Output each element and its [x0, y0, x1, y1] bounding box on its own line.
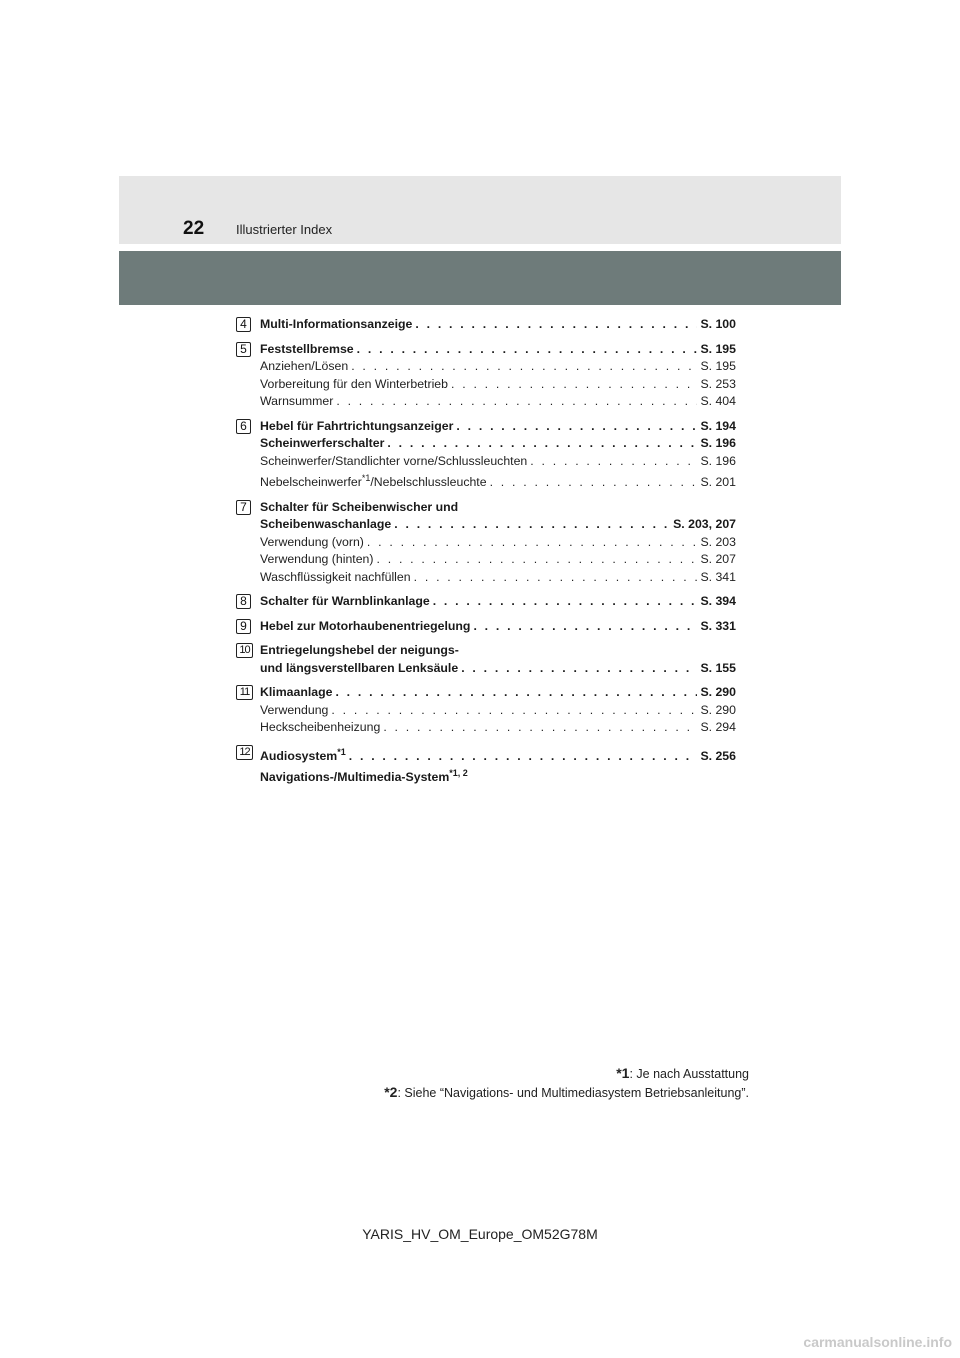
index-term-text: Warnsummer [260, 394, 334, 408]
index-term-text: Klimaanlage [260, 685, 333, 700]
index-term-text: Scheinwerferschalter [260, 436, 385, 450]
index-term [260, 341, 354, 359]
dot-leader [383, 719, 697, 737]
page-reference[interactable]: S. 290 [700, 685, 736, 700]
footnotes [384, 1064, 749, 1102]
callout-number: 8 [236, 594, 251, 609]
callout-number: 6 [236, 419, 251, 434]
index-term [260, 702, 328, 720]
index-line-main [260, 765, 736, 787]
index-line-main [260, 660, 736, 678]
page-reference[interactable]: S. 341 [700, 569, 736, 584]
dot-leader [331, 702, 697, 720]
index-term-text: Nebelscheinwerfer [260, 475, 362, 490]
index-term [260, 435, 384, 453]
dot-leader [335, 684, 697, 702]
callout-number: 11 [236, 685, 253, 700]
footnote-mark: *2 [384, 1084, 398, 1100]
index-entry [236, 618, 736, 636]
index-term [260, 358, 348, 376]
index-entry [236, 642, 736, 677]
index-term-text: Multi-Informationsanzeige [260, 317, 413, 331]
index-entry [236, 744, 736, 787]
page-reference[interactable]: S. 203, 207 [673, 517, 736, 532]
index-line-sub [260, 702, 736, 720]
index-term-text: Schalter für Warnblinkanlage [260, 594, 430, 609]
dot-leader [351, 358, 697, 376]
index-term-text: Hebel zur Motorhaubenentriegelung [260, 618, 471, 633]
page-reference[interactable]: S. 201 [700, 475, 736, 490]
index-term [260, 551, 373, 569]
index-term-text: Verwendung (vorn) [260, 534, 364, 549]
footnote-ref: *1, 2 [449, 768, 468, 779]
index-term [260, 376, 448, 394]
dot-leader [336, 393, 697, 411]
index-term [260, 499, 458, 517]
index-line-main [260, 499, 736, 517]
index-term [260, 684, 332, 702]
index-line-sub [260, 551, 736, 569]
index-line-main [260, 684, 736, 702]
index-line-sub [260, 393, 736, 411]
index-term [260, 593, 430, 611]
header-band [119, 176, 841, 244]
index-term-text: Scheinwerfer/Standlichter vorne/Schlussleuchten [260, 453, 528, 468]
callout-number: 4 [236, 317, 251, 332]
dot-leader [490, 474, 698, 492]
index-entry [236, 418, 736, 492]
callout-number: 10 [236, 643, 253, 658]
index-term [260, 744, 346, 766]
index-term [260, 618, 470, 636]
dot-leader [349, 748, 698, 766]
index-term-text: /Nebelschlussleuchte [370, 475, 487, 490]
page-reference[interactable]: S. 394 [700, 594, 736, 609]
index-term [260, 516, 391, 534]
callout-number: 5 [236, 342, 251, 357]
index-line-main [260, 341, 736, 359]
index-term [260, 765, 468, 787]
footnote-text: : Je nach Ausstattung [629, 1067, 749, 1081]
index-line-sub [260, 719, 736, 737]
callout-number: 12 [236, 745, 253, 760]
index-line-main [260, 593, 736, 611]
page-reference[interactable]: S. 331 [700, 618, 736, 633]
page-reference[interactable]: S. 155 [700, 660, 736, 675]
page-reference[interactable]: S. 100 [700, 317, 736, 331]
footnote-mark: *1 [616, 1065, 630, 1081]
index-term [260, 453, 527, 471]
index-term [260, 470, 487, 492]
index-entries [236, 316, 736, 794]
document-code: YARIS_HV_OM_Europe_OM52G78M [362, 1226, 598, 1242]
index-line-sub [260, 534, 736, 552]
dot-leader [461, 660, 697, 678]
page-number: 22 [183, 218, 205, 239]
dot-leader [367, 534, 698, 552]
footnote-ref: *1 [361, 473, 371, 483]
index-term-text: Schalter für Scheibenwischer und [260, 499, 459, 514]
footnote-1 [384, 1064, 749, 1083]
dot-leader [456, 418, 697, 436]
page-reference[interactable]: S. 196 [700, 436, 736, 450]
page-reference[interactable]: S. 203 [700, 534, 736, 549]
index-line-main [260, 435, 736, 453]
index-term-text: Vorbereitung für den Winterbetrieb [260, 376, 448, 391]
page-reference[interactable]: S. 194 [700, 418, 736, 433]
index-term-text: Feststellbremse [260, 341, 354, 356]
callout-number: 7 [236, 500, 251, 515]
section-banner [119, 251, 841, 305]
page-reference[interactable]: S. 404 [700, 394, 736, 408]
index-entry [236, 341, 736, 411]
dot-leader [387, 435, 697, 453]
index-term-text: Verwendung (hinten) [260, 552, 374, 567]
index-entry [236, 593, 736, 611]
index-term-text: Navigations-/Multimedia-System [260, 770, 450, 785]
index-term [260, 719, 380, 737]
page-reference[interactable]: S. 207 [700, 552, 736, 567]
callout-number: 9 [236, 619, 251, 634]
index-term [260, 569, 411, 587]
index-entry [236, 499, 736, 587]
index-line-main [260, 316, 736, 334]
page-reference[interactable]: S. 256 [700, 748, 736, 763]
dot-leader [473, 618, 697, 636]
index-term-text: Audiosystem [260, 748, 338, 763]
index-term-text: Anziehen/Lösen [260, 359, 349, 373]
dot-leader [530, 453, 697, 471]
index-line-sub [260, 470, 736, 492]
dot-leader [433, 593, 698, 611]
dot-leader [451, 376, 697, 394]
section-title: Illustrierter Index [236, 222, 333, 237]
index-term-text: Waschflüssigkeit nachfüllen [260, 569, 411, 584]
index-term-text: und längsverstellbaren Lenksäule [260, 660, 459, 675]
index-term-text: Heckscheibenheizung [260, 720, 381, 735]
index-line-main [260, 418, 736, 436]
page-reference[interactable]: S. 290 [700, 702, 736, 717]
index-line-main [260, 516, 736, 534]
footnote-ref: *1 [337, 746, 346, 757]
index-term [260, 642, 459, 660]
dot-leader [415, 316, 697, 334]
index-term [260, 418, 453, 436]
index-line-main [260, 642, 736, 660]
dot-leader [394, 516, 670, 534]
page-reference[interactable]: S. 294 [700, 720, 736, 735]
page-reference[interactable]: S. 253 [700, 376, 736, 391]
index-entry [236, 684, 736, 737]
index-line-sub [260, 376, 736, 394]
index-term-text: Scheibenwaschanlage [260, 517, 392, 532]
footnote-2 [384, 1083, 749, 1102]
index-term-text: Entriegelungshebel der neigungs- [260, 643, 459, 658]
footnote-text: : Siehe “Navigations- und Multimediasystem Betriebsanleitung”. [397, 1086, 749, 1100]
index-line-main [260, 744, 736, 766]
index-term-text: Hebel für Fahrtrichtungsanzeiger [260, 418, 454, 433]
dot-leader [414, 569, 698, 587]
index-line-sub [260, 453, 736, 471]
index-entry [236, 316, 736, 334]
index-term [260, 316, 412, 334]
index-term [260, 393, 333, 411]
dot-leader [376, 551, 697, 569]
index-term [260, 534, 364, 552]
index-line-sub [260, 358, 736, 376]
page-reference[interactable]: S. 196 [700, 453, 736, 468]
index-term [260, 660, 458, 678]
page-reference[interactable]: S. 195 [700, 359, 736, 373]
watermark: carmanualsonline.info [803, 1334, 952, 1350]
index-line-sub [260, 569, 736, 587]
page-reference[interactable]: S. 195 [700, 341, 736, 356]
index-line-main [260, 618, 736, 636]
dot-leader [357, 341, 698, 359]
index-term-text: Verwendung [260, 702, 329, 717]
